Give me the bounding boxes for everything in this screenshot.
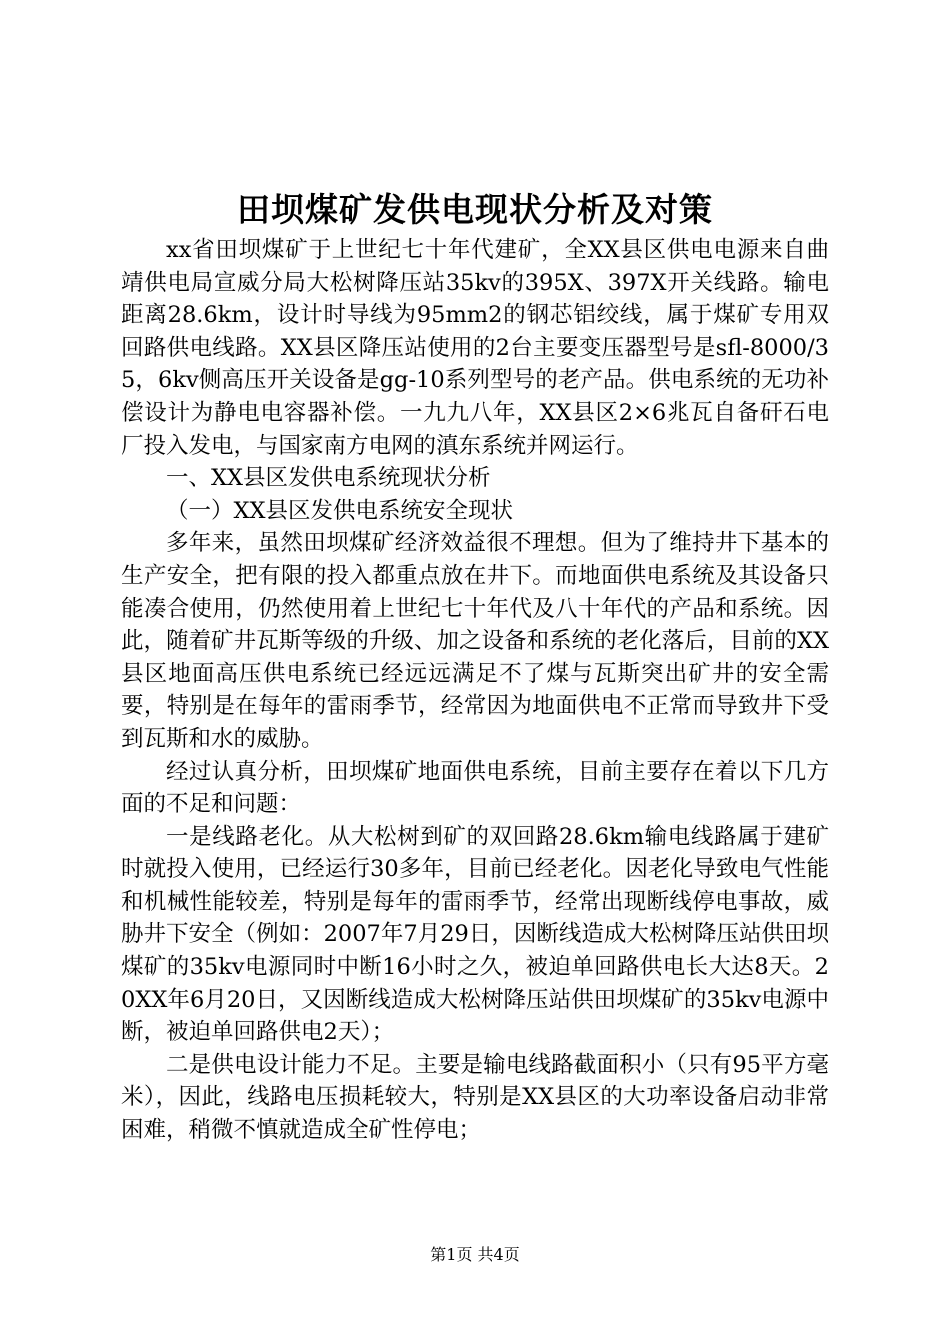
paragraph-safety-status: 多年来，虽然田坝煤矿经济效益很不理想。但为了维持井下基本的生产安全，把有限的投入都重点放在井下。而地面供电系统及其设备只能凑合使用，仍然使用着上世纪七十年代及八十年代的产品和系统。因此，随着矿井瓦斯等级的升级、加之设备和系统的老化落后，目前的XX县区地面高压供电系统已经远远满足不了煤与瓦斯突出矿井的安全需要，特别是在每年的雷雨季节，经常因为地面供电不正常而导致井下受到瓦斯和水的威胁。 (121, 530, 829, 752)
document-title: 田坝煤矿发供电现状分析及对策 (237, 190, 713, 229)
paragraph-capacity: 二是供电设计能力不足。主要是输电线路截面积小（只有95平方毫米），因此，线路电压损耗较大，特别是XX县区的大功率设备启动非常困难，稍微不慎就造成全矿性停电； (121, 1051, 829, 1144)
paragraph-intro: xx省田坝煤矿于上世纪七十年代建矿，全XX县区供电电源来自曲靖供电局宣威分局大松树降压站35kv的395X、397X开关线路。输电距离28.6km，设计时导线为95mm2的钢芯铝绞线，属于煤矿专用双回路供电线路。XX县区降压站使用的2台主要变压器型号是sfl-8000/35，6kv侧高压开关设备是gg-10系列型号的老产品。供电系统的无功补偿设计为静电电容器补偿。一九九八年，XX县区2×6兆瓦自备矸石电厂投入发电，与国家南方电网的滇东系统并网运行。 (121, 237, 829, 459)
page-footer: 第1页 共4页 (430, 1245, 520, 1264)
paragraph-problems-intro: 经过认真分析，田坝煤矿地面供电系统，目前主要存在着以下几方面的不足和问题： (121, 758, 829, 818)
document-body (121, 234, 829, 1147)
subsection-heading: （一）XX县区发供电系统安全现状 (166, 497, 514, 524)
paragraph-line-aging: 一是线路老化。从大松树到矿的双回路28.6km输电线路属于建矿时就投入使用，已经运行30多年，目前已经老化。因老化导致电气性能和机械性能较差，特别是每年的雷雨季节，经常出现断线停电事故，威胁井下安全（例如：2007年7月29日，因断线造成大松树降压站供田坝煤矿的35kv电源同时中断16小时之久，被迫单回路供电长大达8天。20XX年6月20日，又因断线造成大松树降压站供田坝煤矿的35kv电源中断，被迫单回路供电2天）； (121, 823, 829, 1046)
section-heading: 一、XX县区发供电系统现状分析 (166, 465, 491, 492)
